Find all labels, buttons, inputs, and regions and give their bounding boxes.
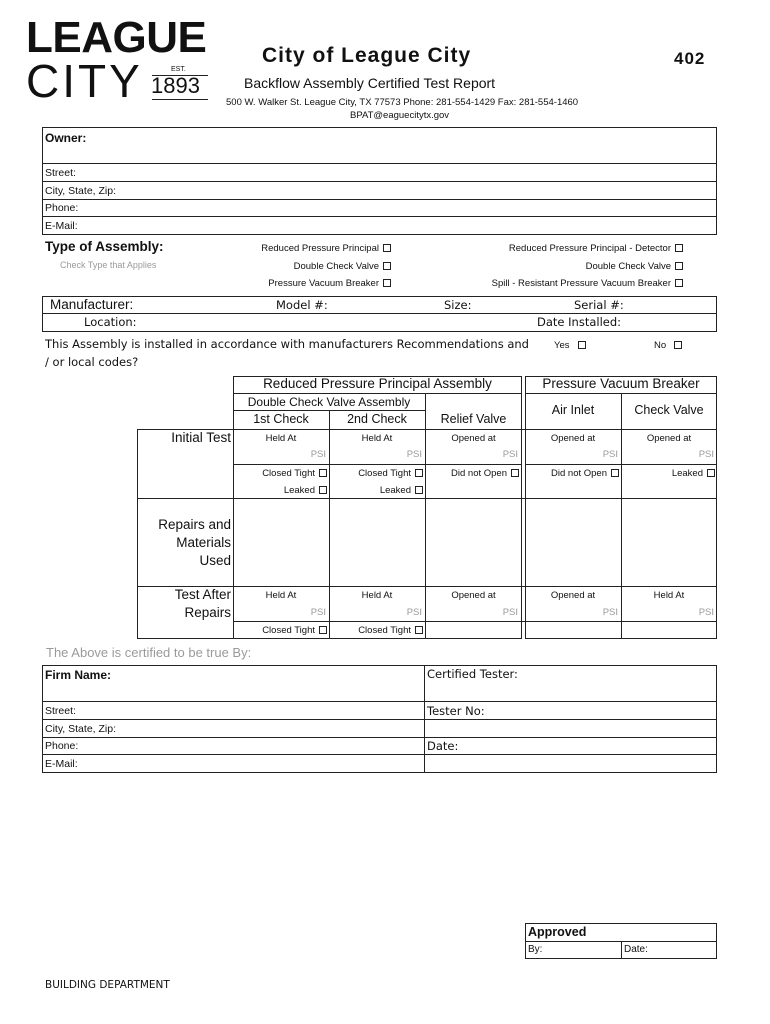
psi-unit: PSI bbox=[698, 607, 714, 618]
form-subtitle: Backflow Assembly Certified Test Report bbox=[244, 75, 496, 91]
initial-2nd-held-at[interactable]: Held At bbox=[361, 433, 393, 444]
option-pvb[interactable] bbox=[268, 278, 391, 289]
option-dcv-detector[interactable] bbox=[586, 261, 683, 272]
checkbox[interactable] bbox=[319, 469, 327, 477]
approved-title: Approved bbox=[528, 925, 587, 939]
option-dcv[interactable] bbox=[294, 261, 391, 272]
cert-date-field[interactable]: Date: bbox=[427, 739, 459, 753]
closed-tight-label: Closed Tight bbox=[262, 468, 315, 479]
leaked-label: Leaked bbox=[283, 485, 315, 496]
after-air-inlet-opened-at[interactable]: Opened at bbox=[550, 590, 596, 601]
after-relief-opened-at[interactable]: Opened at bbox=[451, 590, 496, 601]
leaked-label: Leaked bbox=[671, 468, 703, 479]
second-check-header: 2nd Check bbox=[347, 412, 407, 426]
repairs-air-inlet-cell[interactable] bbox=[526, 499, 620, 585]
initial-2nd-closed-tight[interactable] bbox=[358, 468, 423, 479]
option-label: Pressure Vacuum Breaker bbox=[268, 278, 379, 289]
size-field[interactable]: Size: bbox=[444, 298, 472, 312]
after-1st-closed-tight[interactable] bbox=[262, 625, 327, 636]
install-question: This Assembly is installed in accordance with manufacturers Recommendations and bbox=[45, 337, 529, 351]
psi-unit: PSI bbox=[502, 607, 518, 618]
owner-city-field[interactable]: City, State, Zip: bbox=[45, 185, 116, 197]
model-field[interactable]: Model #: bbox=[276, 298, 328, 312]
contact-email: BPAT@eaguecitytx.gov bbox=[350, 110, 450, 121]
repairs-relief-valve-cell[interactable] bbox=[426, 499, 520, 585]
closed-tight-label: Closed Tight bbox=[358, 625, 411, 636]
owner-email-field[interactable]: E-Mail: bbox=[45, 220, 78, 232]
approved-date-field[interactable]: Date: bbox=[624, 944, 648, 955]
repairs-2nd-check-cell[interactable] bbox=[330, 499, 424, 585]
psi-unit: PSI bbox=[602, 607, 618, 618]
option-spill-resistant-pvb[interactable] bbox=[492, 278, 683, 289]
test-after-label: Test After bbox=[174, 587, 231, 602]
location-field[interactable]: Location: bbox=[84, 315, 137, 329]
checkbox[interactable] bbox=[707, 469, 715, 477]
relief-valve-header: Relief Valve bbox=[440, 412, 507, 426]
checkbox[interactable] bbox=[675, 279, 683, 287]
leaked-label: Leaked bbox=[379, 485, 411, 496]
option-label: Reduced Pressure Principal bbox=[261, 243, 379, 254]
certified-tester-field[interactable]: Certified Tester: bbox=[427, 667, 518, 681]
serial-field[interactable]: Serial #: bbox=[574, 298, 624, 312]
date-installed-field[interactable]: Date Installed: bbox=[537, 315, 622, 329]
initial-1st-closed-tight[interactable] bbox=[262, 468, 327, 479]
logo-line-league: LEAGUE bbox=[26, 13, 207, 62]
checkbox[interactable] bbox=[415, 486, 423, 494]
repairs-1st-check-cell[interactable] bbox=[234, 499, 328, 585]
owner-street-field[interactable]: Street: bbox=[45, 167, 76, 179]
psi-unit: PSI bbox=[602, 449, 618, 460]
firm-name-field[interactable]: Firm Name: bbox=[45, 668, 112, 682]
initial-1st-leaked[interactable] bbox=[284, 485, 327, 496]
logo-est: EST. bbox=[171, 66, 186, 73]
checkbox[interactable] bbox=[383, 244, 391, 252]
checkbox[interactable] bbox=[674, 341, 682, 349]
psi-unit: PSI bbox=[310, 449, 326, 460]
initial-relief-opened-at[interactable]: Opened at bbox=[451, 433, 496, 444]
check-valve-header: Check Valve bbox=[634, 403, 704, 417]
psi-unit: PSI bbox=[310, 607, 326, 618]
after-2nd-closed-tight[interactable] bbox=[358, 625, 423, 636]
initial-2nd-leaked[interactable] bbox=[380, 485, 423, 496]
option-label: Double Check Valve bbox=[585, 261, 671, 272]
initial-air-inlet-did-not-open[interactable] bbox=[551, 468, 619, 479]
option-label: Reduced Pressure Principal - Detector bbox=[508, 243, 671, 254]
initial-check-valve-opened-at[interactable]: Opened at bbox=[646, 433, 692, 444]
did-not-open-label: Did not Open bbox=[451, 468, 507, 479]
first-check-header: 1st Check bbox=[253, 412, 309, 426]
checkbox[interactable] bbox=[675, 262, 683, 270]
option-rpp-detector[interactable] bbox=[509, 243, 683, 254]
install-question-cont: / or local codes? bbox=[45, 355, 139, 369]
after-2nd-held-at[interactable]: Held At bbox=[361, 590, 393, 601]
form-number: 402 bbox=[674, 49, 706, 68]
repairs-label: Repairs and bbox=[158, 517, 231, 532]
option-label: Double Check Valve bbox=[293, 261, 379, 272]
department-footer: BUILDING DEPARTMENT bbox=[45, 979, 170, 991]
after-1st-held-at[interactable]: Held At bbox=[265, 590, 297, 601]
yes-label: Yes bbox=[554, 340, 570, 351]
firm-street-field[interactable]: Street: bbox=[45, 705, 76, 717]
tester-no-field[interactable]: Tester No: bbox=[427, 704, 485, 718]
initial-test-label: Initial Test bbox=[171, 430, 231, 445]
owner-label[interactable]: Owner: bbox=[45, 131, 87, 145]
psi-unit: PSI bbox=[406, 607, 422, 618]
assembly-type-title: Type of Assembly: bbox=[45, 239, 164, 254]
repairs-check-valve-cell[interactable] bbox=[622, 499, 716, 585]
no-label: No bbox=[654, 340, 667, 351]
logo-year: 1893 bbox=[151, 73, 200, 98]
did-not-open-label: Did not Open bbox=[551, 468, 607, 479]
psi-unit: PSI bbox=[406, 449, 422, 460]
checkbox[interactable] bbox=[415, 469, 423, 477]
option-rpp[interactable] bbox=[261, 243, 391, 254]
checkbox[interactable] bbox=[415, 626, 423, 634]
initial-1st-held-at[interactable]: Held At bbox=[265, 433, 297, 444]
page-title: City of League City bbox=[262, 44, 472, 67]
checkbox[interactable] bbox=[675, 244, 683, 252]
checkbox[interactable] bbox=[511, 469, 519, 477]
manufacturer-field[interactable]: Manufacturer: bbox=[50, 297, 134, 312]
checkbox[interactable] bbox=[578, 341, 586, 349]
psi-unit: PSI bbox=[502, 449, 518, 460]
firm-email-field[interactable]: E-Mail: bbox=[45, 758, 78, 770]
checkbox[interactable] bbox=[611, 469, 619, 477]
install-yes-option[interactable] bbox=[554, 340, 586, 351]
firm-city-field[interactable]: City, State, Zip: bbox=[45, 723, 116, 735]
contact-line: 500 W. Walker St. League City, TX 77573 Phone: 281-554-1429 Fax: 281-554-1460 bbox=[226, 97, 579, 108]
psi-unit: PSI bbox=[698, 449, 714, 460]
checkbox[interactable] bbox=[319, 486, 327, 494]
air-inlet-header: Air Inlet bbox=[551, 403, 595, 417]
checkbox[interactable] bbox=[383, 262, 391, 270]
dcva-header: Double Check Valve Assembly bbox=[247, 395, 411, 409]
checkbox[interactable] bbox=[319, 626, 327, 634]
firm-phone-field[interactable]: Phone: bbox=[45, 740, 79, 752]
repairs-label-2: Materials bbox=[176, 535, 231, 550]
test-after-label-2: Repairs bbox=[184, 605, 231, 620]
owner-phone-field[interactable]: Phone: bbox=[45, 202, 79, 214]
pvb-header: Pressure Vacuum Breaker bbox=[542, 376, 700, 391]
install-no-option[interactable] bbox=[654, 340, 682, 351]
option-label: Spill - Resistant Pressure Vacuum Breaker bbox=[491, 278, 671, 289]
closed-tight-label: Closed Tight bbox=[358, 468, 411, 479]
initial-air-inlet-opened-at[interactable]: Opened at bbox=[550, 433, 596, 444]
after-check-valve-held-at[interactable]: Held At bbox=[653, 590, 685, 601]
repairs-label-3: Used bbox=[199, 553, 231, 568]
closed-tight-label: Closed Tight bbox=[262, 625, 315, 636]
logo-line-city: CITY bbox=[26, 55, 143, 107]
certification-statement: The Above is certified to be true By: bbox=[46, 645, 252, 660]
assembly-type-hint: Check Type that Applies bbox=[60, 260, 157, 270]
approved-by-field[interactable]: By: bbox=[528, 944, 543, 955]
initial-check-valve-leaked[interactable] bbox=[672, 468, 715, 479]
rpp-header: Reduced Pressure Principal Assembly bbox=[263, 376, 492, 391]
initial-relief-did-not-open[interactable] bbox=[451, 468, 519, 479]
checkbox[interactable] bbox=[383, 279, 391, 287]
